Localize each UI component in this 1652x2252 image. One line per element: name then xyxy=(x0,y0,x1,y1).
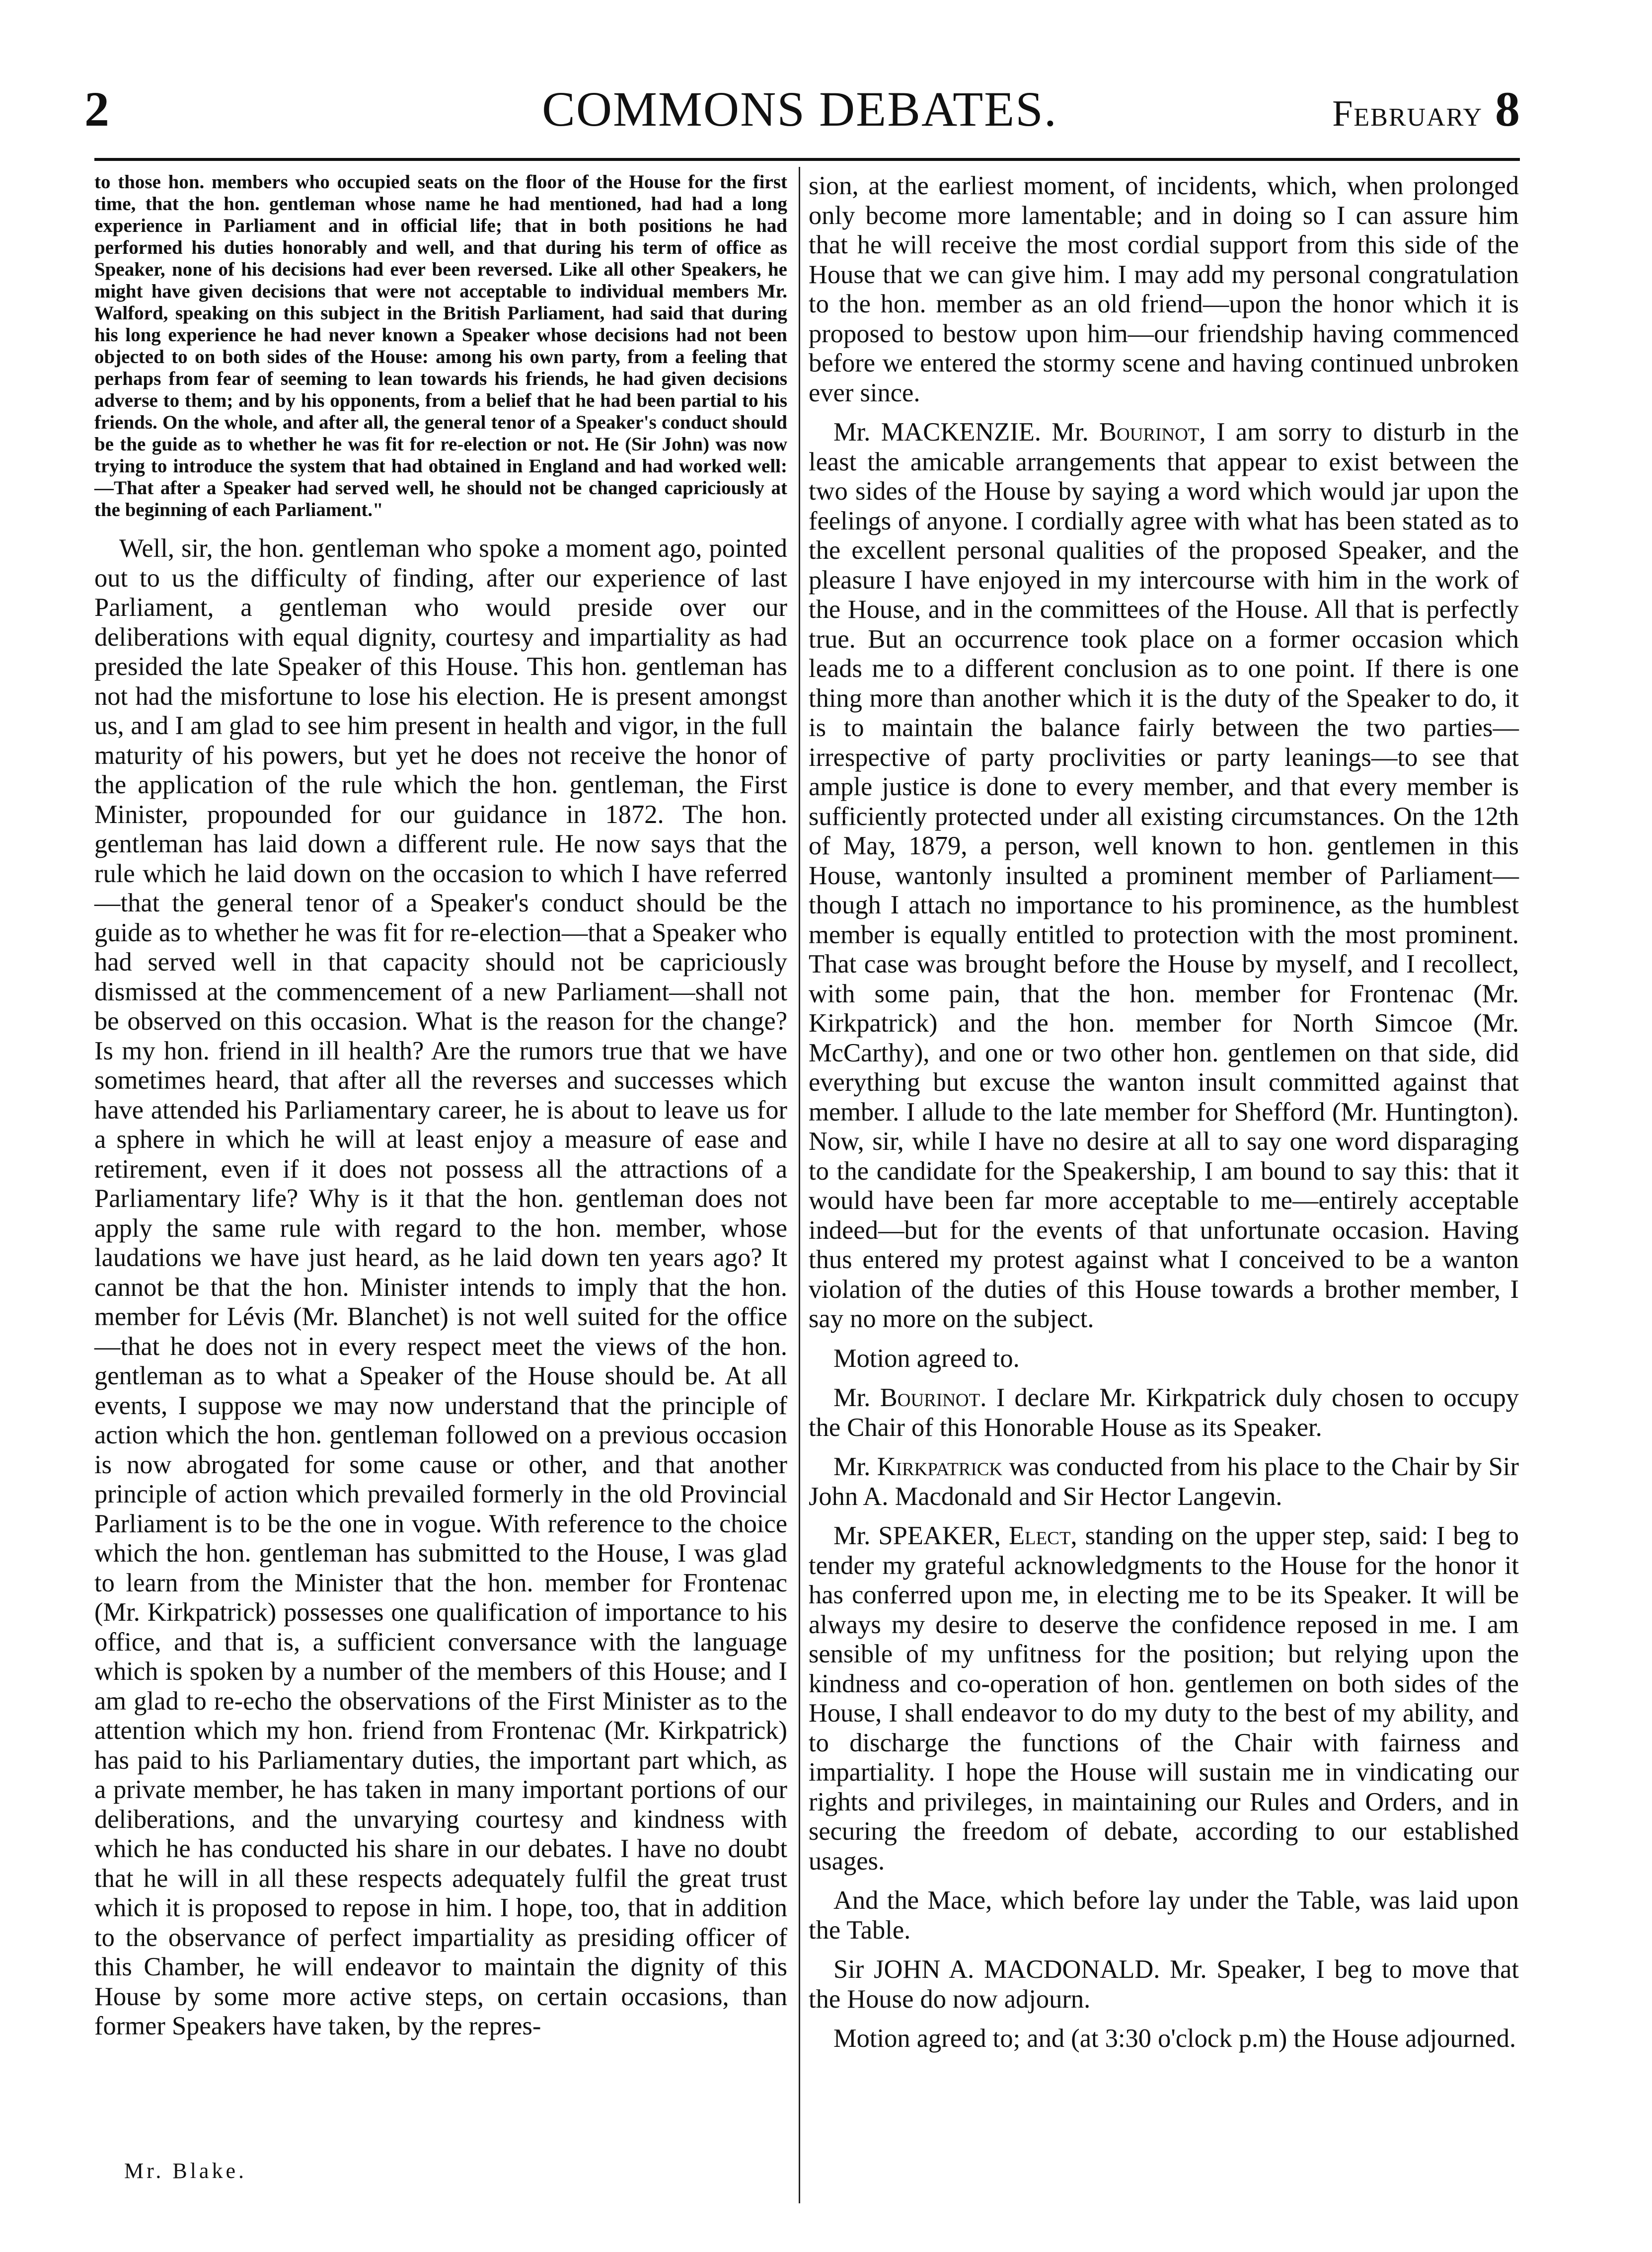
speaker-elect-speech xyxy=(809,1521,1519,1876)
addressee-prefix: Mr. xyxy=(1051,418,1089,447)
name-prefix: Mr. xyxy=(833,1452,871,1481)
mackenzie-speech xyxy=(809,418,1519,1334)
speaker-conducted xyxy=(809,1452,1519,1511)
page-header xyxy=(79,79,1520,149)
speech-continuation: sion, at the earliest moment, of incidents, which, when prolonged only become more lamentable; and in doing so I can assure him that he will receive the most cordial support from this side of the House that we can give him. I may add my personal congratulation to the hon. member as an old friend—upon the honor which it is proposed to bestow upon him—our friendship having commenced before we entered the stormy scene and having continued unbroken ever since. xyxy=(809,171,1519,407)
adjournment: Motion agreed to; and (at 3:30 o'clock p.m) the House adjourned. xyxy=(833,2024,1516,2053)
left-column xyxy=(94,171,787,2051)
mace-note: And the Mace, which before lay under the Table, was laid upon the Table. xyxy=(809,1886,1519,1945)
narrative-text: was conducted from his place to the Chair by Sir John A. Macdonald and Sir Hector Langevin. xyxy=(809,1452,1519,1511)
page-number: 2 xyxy=(84,81,109,137)
member-name: Kirkpatrick xyxy=(877,1452,1003,1481)
quoted-passage: to those hon. members who occupied seats on the floor of the House for the first time, that the hon. gentleman whose name he had mentioned, had had a long experience in Parliament and in official life; that in both positions he had performed his duties honorably and well, and that during his term of office as Speaker, none of his decisions had ever been reversed. Like all other Speakers, he might have given decisions that were not acceptable to individual members Mr. Walford, speaking on this subject in the British Parliament, had said that during his long experience he had never known a Speaker whose decisions had not been objected to on both sides of the House: among his own party, from a feeling that perhaps from fear of seeming to lean towards his friends, he had given decisions adverse to them; and by his opponents, from a belief that he had been partial to his friends. On the whole, and after all, the general tenor of a Speaker's conduct should be the guide as to whether he was fit for re-election or not. He (Sir John) was now trying to introduce the system that had obtained in England and had worked well:—That after a Speaker had served well, he should not be changed capriciously at the beginning of each Parliament." xyxy=(94,171,787,521)
page-date xyxy=(1332,79,1520,144)
date-day: 8 xyxy=(1495,81,1520,137)
speech-text: , I am sorry to disturb in the least the amicable arrangements that appear to exist between the two sides of the House by saying a word which would jar upon the feelings of anyone. I cordially agree with what has been stated as to the excellent personal qualities of the proposed Speaker, and the pleasure I have enjoyed in my intercourse with him in the work of the House, and in the committees of the House. All that is perfectly true. But an occurrence took place on a former occasion which leads me to a different conclusion as to one point. If there is one thing more than another which it is the duty of the Speaker to do, it is to maintain the balance fairly between the two parties—irrespective of party proclivities or party leanings—to see that ample justice is done to every member, and that every member is sufficiently protected under all existing circumstances. On the 12th of May, 1879, a person, well known to hon. gentlemen in this House, wantonly insulted a prominent member of Parliament—though I attach no importance to his prominence, as the humblest member is equally entitled to protection with the most prominent. That case was brought before the House by myself, and I recollect, with some pain, that the hon. member for Frontenac (Mr. Kirkpatrick) and the hon. member for North Simcoe (Mr. McCarthy), and one or two other hon. gentlemen on that side, did everything but excuse the wanton insult committed against that member. I allude to the late member for Shefford (Mr. Huntington). Now, sir, while I have no desire at all to say one word disparaging to the candidate for the Speakership, I am bound to say this: that it would have been far more acceptable to me—entirely acceptable indeed—but for the events of that unfortunate occasion. Having thus entered my protest against what I conceived to be a wanton violation of the duties of this House towards a brother member, I say no more on the subject. xyxy=(809,418,1519,1333)
speaker-name: Bourinot xyxy=(880,1383,980,1412)
speaker-name: Mr. MACKENZIE. xyxy=(833,418,1041,447)
speaker-footer: Mr. Blake. xyxy=(124,2159,247,2183)
addressee-name: Bourinot xyxy=(1099,418,1200,447)
clerk-declaration xyxy=(809,1383,1519,1442)
motion-agreed: Motion agreed to. xyxy=(833,1344,1020,1373)
column-divider xyxy=(799,167,800,2203)
date-month: February xyxy=(1332,93,1483,134)
elect-label: Elect xyxy=(1008,1521,1071,1550)
speech-text: Mr. Speaker, I beg to move that the House do now adjourn. xyxy=(809,1955,1519,2014)
speech-text: , standing on the upper step, said: I beg to tender my grateful acknowledgments to the House for the honor it has conferred upon me, in electing me to be its Speaker. It will be always my desire to deserve the confidence reposed in me. I am sensible of my unfitness for the position; but relying upon the kindness and co-operation of hon. gentlemen on both sides of the House, I shall endeavor to do my duty to the best of my ability, and to discharge the functions of the Chair with fairness and impartiality. I hope the House will sustain me in vindicating our rights and privileges, in maintaining our Rules and Orders, and in securing the freedom of debate, according to our established usages. xyxy=(809,1521,1519,1876)
blake-speech: Well, sir, the hon. gentleman who spoke a moment ago, pointed out to us the difficulty of finding, after our experience of last Parliament, a gentleman who would preside over our deliberations with equal dignity, courtesy and impartiality as had presided the late Speaker of this House. This hon. gentleman has not had the misfortune to lose his election. He is present amongst us, and I am glad to see him present in health and vigor, in the full maturity of his powers, but yet he does not receive the honor of the application of the rule which the hon. gentleman, the First Minister, propounded for our guidance in 1872. The hon. gentleman has laid down a different rule. He now says that the rule which he laid down on the occasion to which I have referred—that the general tenor of a Speaker's conduct should be the guide as to whether he was fit for re-election—that a Speaker who had served well in that capacity should not be capriciously dismissed at the commencement of a new Parliament—shall not be observed on this occasion. What is the reason for the change? Is my hon. friend in ill health? Are the rumors true that we have sometimes heard, that after all the reverses and successes which have attended his Parliamentary career, he is about to leave us for a sphere in which he will at least enjoy a measure of ease and retirement, even if it does not possess all the attractions of a Parliamentary life? Why is it that the hon. gentleman does not apply the same rule with regard to the hon. member, whose laudations we have just heard, as he laid down ten years ago? It cannot be that the hon. Minister intends to imply that the hon. member for Lévis (Mr. Blanchet) is not well suited for the office—that he does not in every respect meet the views of the hon. gentleman as to what a Speaker of the House should be. At all events, I suppose we may now understand that the principle of action which the hon. gentleman followed on a previous occasion is now abrogated for some cause or other, and that another principle of action which prevailed formerly in the old Provincial Parliament is to be the one in vogue. With reference to the choice which the hon. gentleman has submitted to the House, I was glad to learn from the Minister that the hon. member for Frontenac (Mr. Kirkpatrick) possesses one qualification of importance to his office, and that is, a sufficient conversance with the language which is spoken by a number of the members of this House; and I am glad to re-echo the observations of the First Minister as to the attention which my hon. friend from Frontenac (Mr. Kirkpatrick) has paid to his Parliamentary duties, the important part which, as a private member, he has taken in many important portions of our deliberations, and the unvarying courtesy and kindness with which he has conducted his share in our debates. I have no doubt that he will in all these respects adequately fulfil the great trust which it is proposed to repose in him. I hope, too, that in addition to the observance of perfect impartiality as presiding officer of this Chamber, he will endeavor to maintain the dignity of this House by some more active steps, on certain occasions, than former Speakers have taken, by the repres- xyxy=(94,534,787,2040)
speaker-name: Mr. SPEAKER, xyxy=(833,1521,1001,1550)
speech-text: . I declare Mr. Kirkpatrick duly chosen to occupy the Chair of this Honorable House as its Speaker. xyxy=(809,1383,1519,1442)
speaker-name: Sir JOHN A. MACDONALD. xyxy=(833,1955,1160,1984)
page-title: COMMONS DEBATES. xyxy=(542,81,1057,137)
header-rule xyxy=(94,158,1520,161)
macdonald-motion xyxy=(809,1955,1519,2014)
right-column xyxy=(809,171,1519,2064)
speaker-prefix: Mr. xyxy=(833,1383,871,1412)
